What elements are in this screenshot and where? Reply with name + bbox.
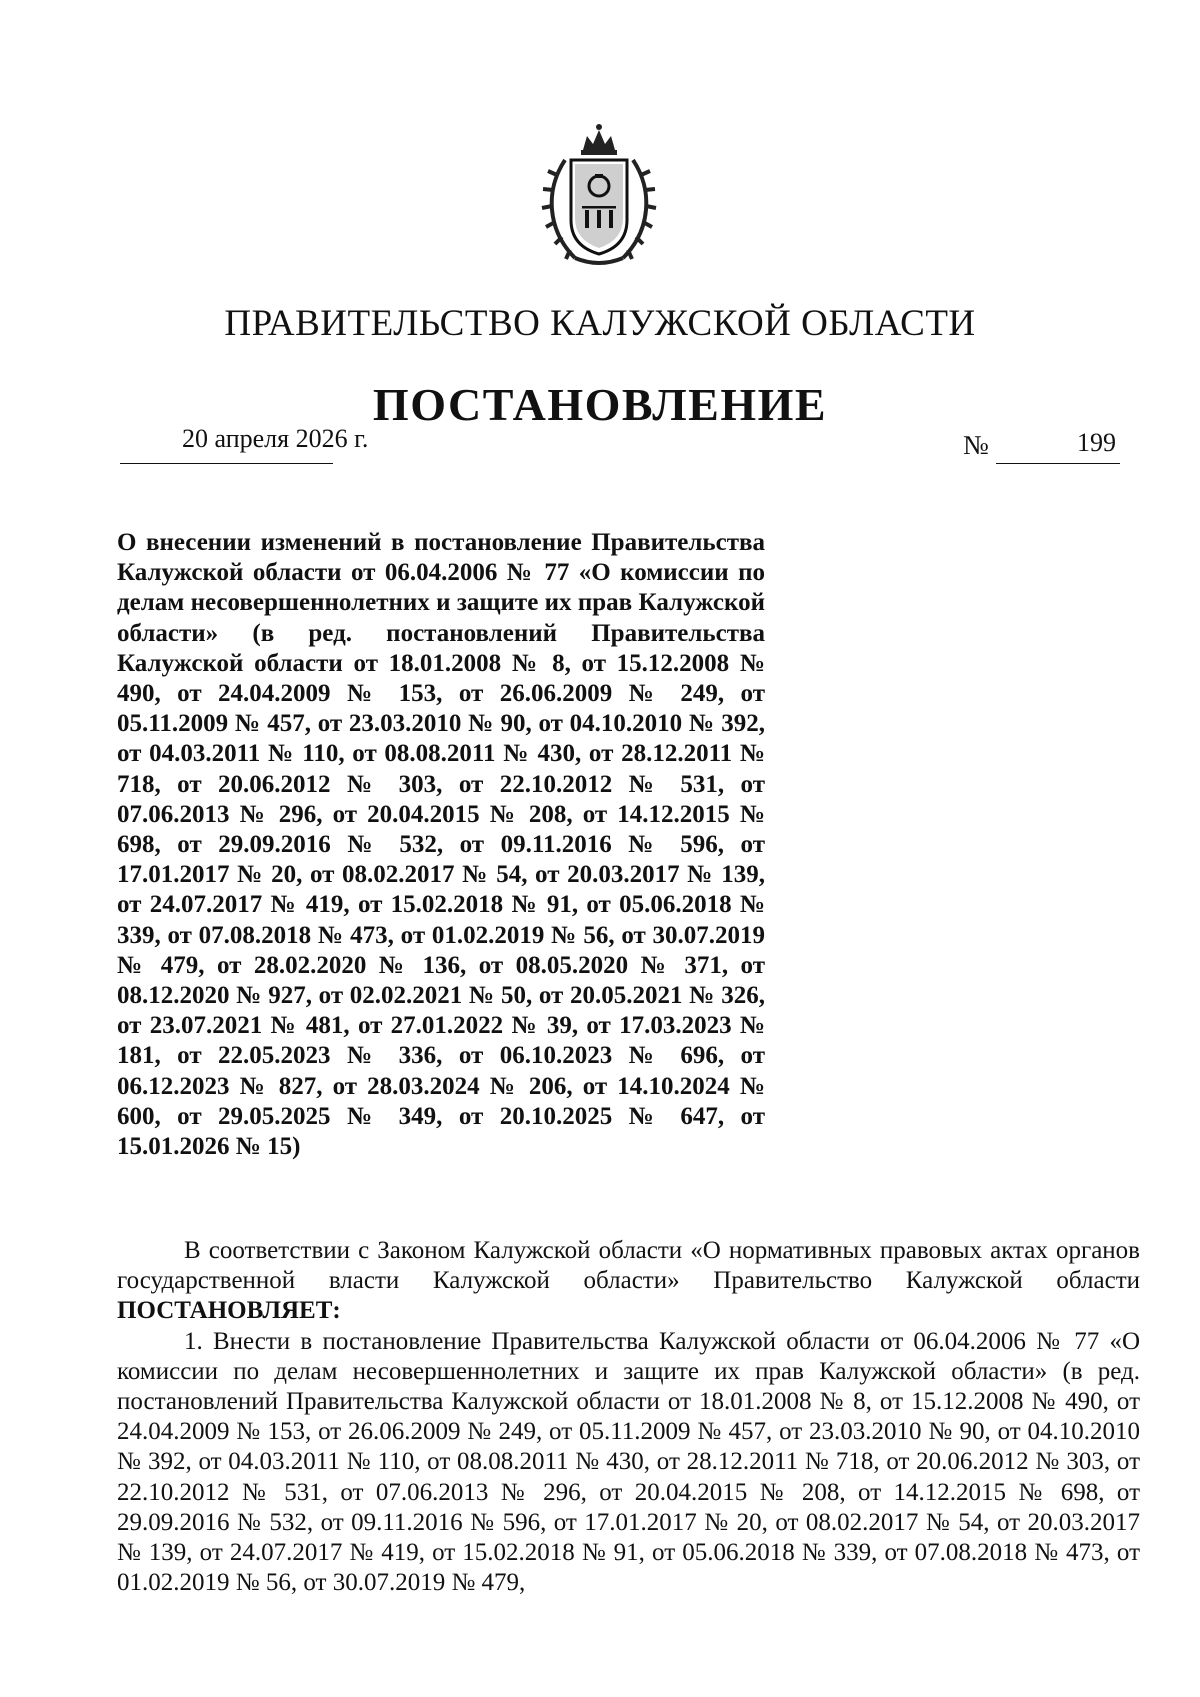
coat-of-arms-icon xyxy=(535,120,663,270)
number-sign: № xyxy=(963,430,989,460)
document-number: 199 xyxy=(1077,428,1116,457)
document-title: О внесении изменений в постановление Правительства Калужской области от 06.04.2006 № 77 «О комиссии по делам несовершеннолетних и защите их прав Калужской области» (в ред. постановлений Правительства Калужской области от 18.01.2008 № 8, от 15.12.2008 № 490, от 24.04.2009 № 153, от 26.06.2009 № 249, от 05.11.2009 № 457, от 23.03.2010 № 90, от 04.10.2010 № 392, от 04.03.2011 № 110, от 08.08.2011 № 430, от 28.12.2011 № 718, от 20.06.2012 № 303, от 22.10.2012 № 531, от 07.06.2013 № 296, от 20.04.2015 № 208, от 14.12.2015 № 698, от 29.09.2016 № 532, от 09.11.2016 № 596, от 17.01.2017 № 20, от 08.02.2017 № 54, от 20.03.2017 № 139, от 24.07.2017 № 419, от 15.02.2018 № 91, от 05.06.2018 № 339, от 07.08.2018 № 473, от 01.02.2019 № 56, от 30.07.2019 № 479, от 28.02.2020 № 136, от 08.05.2020 № 371, от 08.12.2020 № 927, от 02.02.2021 № 50, от 20.05.2021 № 326, от 23.07.2021 № 481, от 27.01.2022 № 39, от 17.03.2023 № 181, от 22.05.2023 № 336, от 06.10.2023 № 696, от 06.12.2023 № 827, от 28.03.2024 № 206, от 14.10.2024 № 600, от 29.05.2025 № 349, от 20.10.2025 № 647, от 15.01.2026 № 15) xyxy=(117,529,765,1161)
document-type: ПОСТАНОВЛЕНИЕ xyxy=(372,379,828,430)
item-1-paragraph: 1. Внести в постановление Правительства Калужской области от 06.04.2006 № 77 «О комиссии по делам несовершеннолетних и защите их прав Калужской области» (в ред. постановлений Правительства Калужской области от 18.01.2008 № 8, от 15.12.2008 № 490, от 24.04.2009 № 153, от 26.06.2009 № 249, от 05.11.2009 № 457, от 23.03.2010 № 90, от 04.10.2010 № 392, от 04.03.2011 № 110, от 08.08.2011 № 430, от 28.12.2011 № 718, от 20.06.2012 № 303, от 22.10.2012 № 531, от 07.06.2013 № 296, от 20.04.2015 № 208, от 14.12.2015 № 698, от 29.09.2016 № 532, от 09.11.2016 № 596, от 17.01.2017 № 20, от 08.02.2017 № 54, от 20.03.2017 № 139, от 24.07.2017 № 419, от 15.02.2018 № 91, от 05.06.2018 № 339, от 07.08.2018 № 473, от 01.02.2019 № 56, от 30.07.2019 № 479, xyxy=(117,1327,1140,1597)
preamble-text: В соответствии с Законом Калужской области «О нормативных правовых актах органов государственной власти Калужской области» Правительство Калужской области xyxy=(117,1237,1140,1295)
document-date: 20 апреля 2026 г. xyxy=(182,424,369,453)
organization-name: ПРАВИТЕЛЬСТВО КАЛУЖСКОЙ ОБЛАСТИ xyxy=(224,303,976,344)
preamble-paragraph xyxy=(117,1236,1140,1327)
date-underline xyxy=(120,463,333,464)
number-underline xyxy=(996,463,1120,464)
resolves-keyword: ПОСТАНОВЛЯЕТ: xyxy=(117,1297,341,1325)
document-body xyxy=(117,1236,1140,1598)
